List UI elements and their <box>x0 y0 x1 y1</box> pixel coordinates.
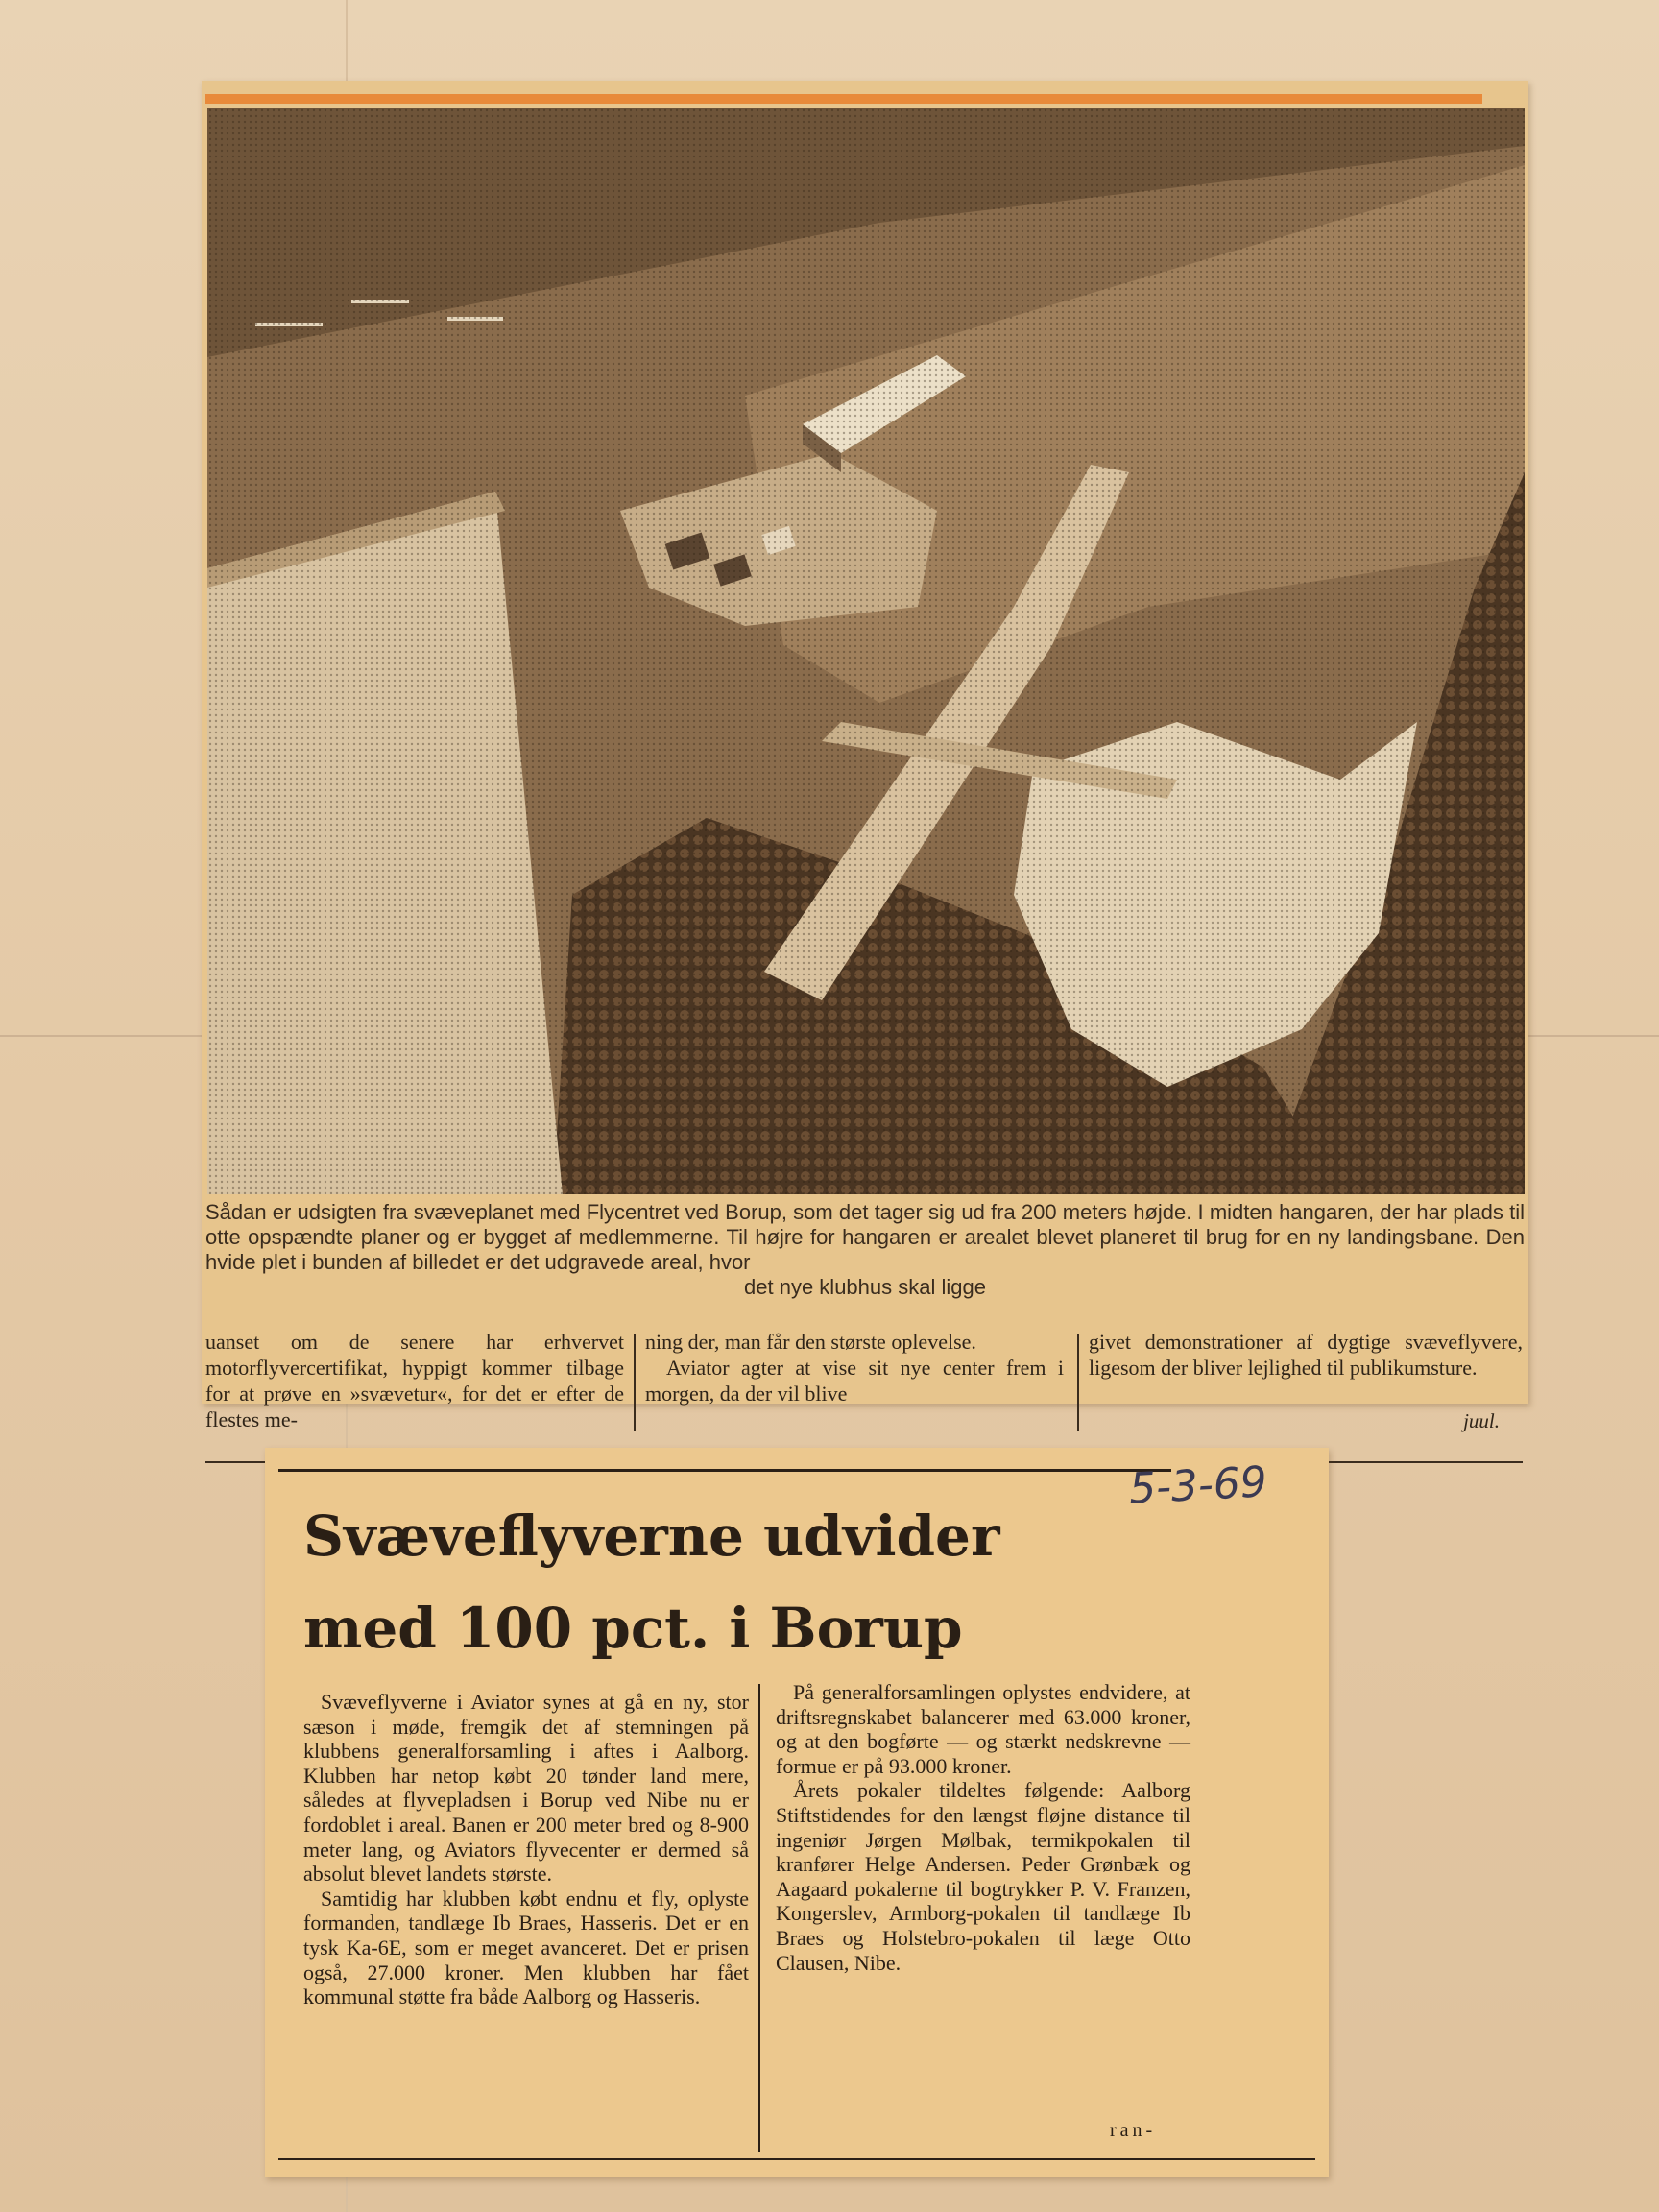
photo-caption <box>205 1200 1525 1300</box>
headline-line-1: Svæveflyverne udvider <box>303 1503 1000 1569</box>
headline <box>303 1490 1091 1674</box>
caption-text: Sådan er udsigten fra svæveplanet med Flycentret ved Borup, som det tager sig ud fra 200 meters højde. I midten hangaren, der har plads til otte opspændte planer og er bygget af medlemmerne. Til højre for hangaren er arealet blevet planeret til brug for en ny landingsbane. Den hvide plet i bunden af billedet er det udgravede areal, hvor <box>205 1200 1525 1274</box>
bottom-rule <box>278 2158 1315 2160</box>
newspaper-clipping-photo <box>202 81 1528 1432</box>
article-column-right <box>776 1680 1190 1975</box>
paragraph: Svæveflyverne i Aviator synes at gå en ny, stor sæson i møde, fremgik det af stemningen på klubbens generalforsamling i aftes i Aalborg. Klubben har netop købt 20 tønder land mere, således at flyvepladsen i Borup ved Nibe nu er fordoblet i areal. Banen er 200 meter bred og 8-900 meter lang, og Aviators flyvecenter er dermed så absolut blevet landets største. <box>303 1690 749 1887</box>
paragraph: Årets pokaler tildeltes følgende: Aalborg Stiftstidendes for den længst fløjne distance til ingeniør Jørgen Mølbak, termikpokalen til kranfører Helge Andersen. Peder Grønbæk og Aagaard pokalerne til bogtrykker P. V. Franzen, Kongerslev, Armborg-pokalen til tandlæge Ib Braes og Holstebro-pokalen til læge Otto Clausen, Nibe. <box>776 1778 1190 1975</box>
author-signature: ran- <box>1110 2120 1157 2141</box>
headline-line-2: med 100 pct. i Borup <box>303 1596 963 1661</box>
column-divider <box>634 1334 636 1431</box>
handwritten-date: 5-3-69 <box>1127 1457 1268 1514</box>
author-signature: juul. <box>1463 1409 1500 1432</box>
paragraph: På generalforsamlingen oplystes endvidere, at driftsregnskabet balancerer med 63.000 kroner, og at den bogførte — og stærkt nedskrevne — formue er på 93.000 kroner. <box>776 1680 1190 1778</box>
paragraph: Samtidig har klubben købt endnu et fly, oplyste formanden, tandlæge Ib Braes, Hasseris. Det er en tysk Ka-6E, som er meget avanceret. Det er prisen også, 27.000 kroner. Men klubben har fået kommunal støtte fra både Aalborg og Hasseris. <box>303 1886 749 2009</box>
article-column-left <box>303 1690 749 2009</box>
column-1-text: uanset om de senere har erhvervet motorflyvercertifikat, hyppigt kommer tilbage for at prøve en »svævetur«, for det er efter de flestes me- <box>205 1330 624 1431</box>
newspaper-clipping-article <box>265 1448 1329 2177</box>
aerial-photo-glider-airfield <box>207 108 1525 1194</box>
column-divider <box>1077 1334 1079 1431</box>
column-2-paragraph-2: Aviator agter at vise sit nye center frem i morgen, da der vil blive <box>645 1356 1064 1406</box>
column-divider <box>758 1684 760 2152</box>
aerial-photo-illustration <box>207 108 1525 1194</box>
column-2-paragraph-1: ning der, man får den største oplevelse. <box>645 1330 976 1354</box>
column-3-text: givet demonstrationer af dygtige svæveflyvere, ligesom der bliver lejlighed til publikumsture. <box>1089 1330 1523 1380</box>
caption-last-line: det nye klubhus skal ligge <box>744 1275 986 1299</box>
column-3 <box>1089 1329 1523 1381</box>
column-2 <box>645 1329 1064 1407</box>
article-continuation-columns <box>202 1329 1528 1452</box>
orange-paper-edge <box>205 94 1482 104</box>
column-1 <box>205 1329 624 1432</box>
top-rule <box>278 1469 1171 1472</box>
